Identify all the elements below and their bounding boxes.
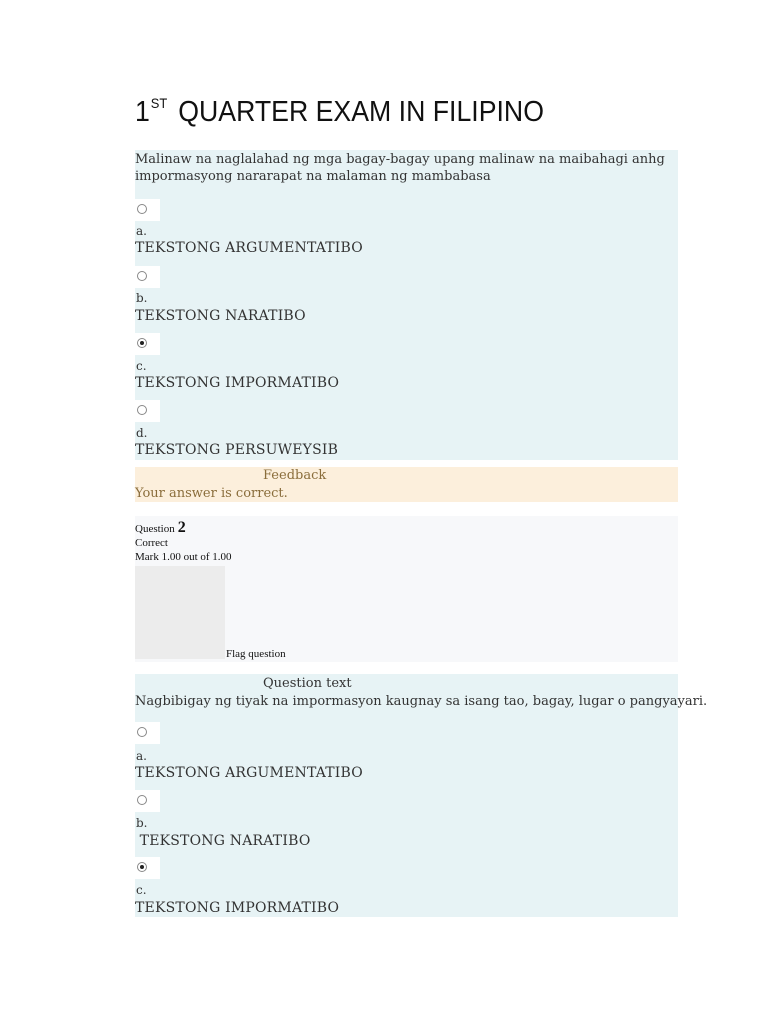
q2-radio-a-icon[interactable]	[137, 727, 147, 737]
question-1-text: Malinaw na naglalahad ng mga bagay-bagay upang malinaw na maibahagi anhg impormasyong nararapat na malaman ng mambabasa	[135, 152, 665, 184]
radio-c-selected-icon[interactable]	[137, 338, 147, 348]
choice-d-letter: d.	[136, 426, 148, 440]
feedback-panel	[135, 467, 678, 502]
radio-a-icon[interactable]	[137, 204, 147, 214]
feedback-label: Feedback	[263, 468, 327, 483]
choice-a-label[interactable]: TEKSTONG ARGUMENTATIBO	[135, 240, 363, 256]
q2-choice-a-radio-box[interactable]	[135, 722, 160, 744]
title-superscript: ST	[150, 95, 168, 111]
q2-choice-b-radio-box[interactable]	[135, 790, 160, 812]
q2-choice-c-radio-box[interactable]	[135, 857, 160, 879]
flag-icon[interactable]	[135, 566, 225, 659]
q2-choice-b-letter: b.	[136, 816, 148, 830]
page-title	[135, 92, 544, 136]
q2-choice-a-label[interactable]: TEKSTONG ARGUMENTATIBO	[135, 765, 363, 781]
choice-b-letter: b.	[136, 291, 148, 305]
question-1-block	[135, 150, 678, 460]
flag-question-link[interactable]: Flag question	[226, 648, 286, 660]
choice-d-label[interactable]: TEKSTONG PERSUWEYSIB	[135, 442, 339, 458]
q2-choice-c-label[interactable]: TEKSTONG IMPORMATIBO	[135, 900, 340, 916]
radio-b-icon[interactable]	[137, 271, 147, 281]
question-2-info	[135, 516, 678, 662]
question-number	[135, 519, 186, 537]
question-2-block	[135, 674, 708, 917]
question-word: Question	[135, 523, 175, 535]
choice-a-radio-box[interactable]	[135, 199, 160, 221]
question-state: Correct	[135, 537, 168, 549]
radio-d-icon[interactable]	[137, 405, 147, 415]
question-text-label: Question text	[263, 676, 352, 691]
choice-c-radio-box[interactable]	[135, 333, 160, 355]
question-mark: Mark 1.00 out of 1.00	[135, 551, 232, 563]
q2-choice-c-letter: c.	[136, 883, 147, 897]
choice-b-radio-box[interactable]	[135, 266, 160, 288]
title-text: QUARTER EXAM IN FILIPINO	[178, 96, 544, 128]
q2-choice-a-letter: a.	[136, 749, 147, 763]
q2-radio-b-icon[interactable]	[137, 795, 147, 805]
question-2-text: Nagbibigay ng tiyak na impormasyon kaugnay sa isang tao, bagay, lugar o pangyayari.	[135, 694, 708, 709]
choice-c-label[interactable]: TEKSTONG IMPORMATIBO	[135, 375, 340, 391]
question-number-value: 2	[177, 519, 186, 536]
q2-radio-c-selected-icon[interactable]	[137, 862, 147, 872]
choice-d-radio-box[interactable]	[135, 400, 160, 422]
feedback-text: Your answer is correct.	[135, 486, 288, 501]
choice-b-label[interactable]: TEKSTONG NARATIBO	[135, 308, 306, 324]
choice-a-letter: a.	[136, 224, 147, 238]
q2-choice-b-label[interactable]: TEKSTONG NARATIBO	[135, 833, 311, 849]
title-number: 1	[135, 96, 150, 128]
choice-c-letter: c.	[136, 359, 147, 373]
